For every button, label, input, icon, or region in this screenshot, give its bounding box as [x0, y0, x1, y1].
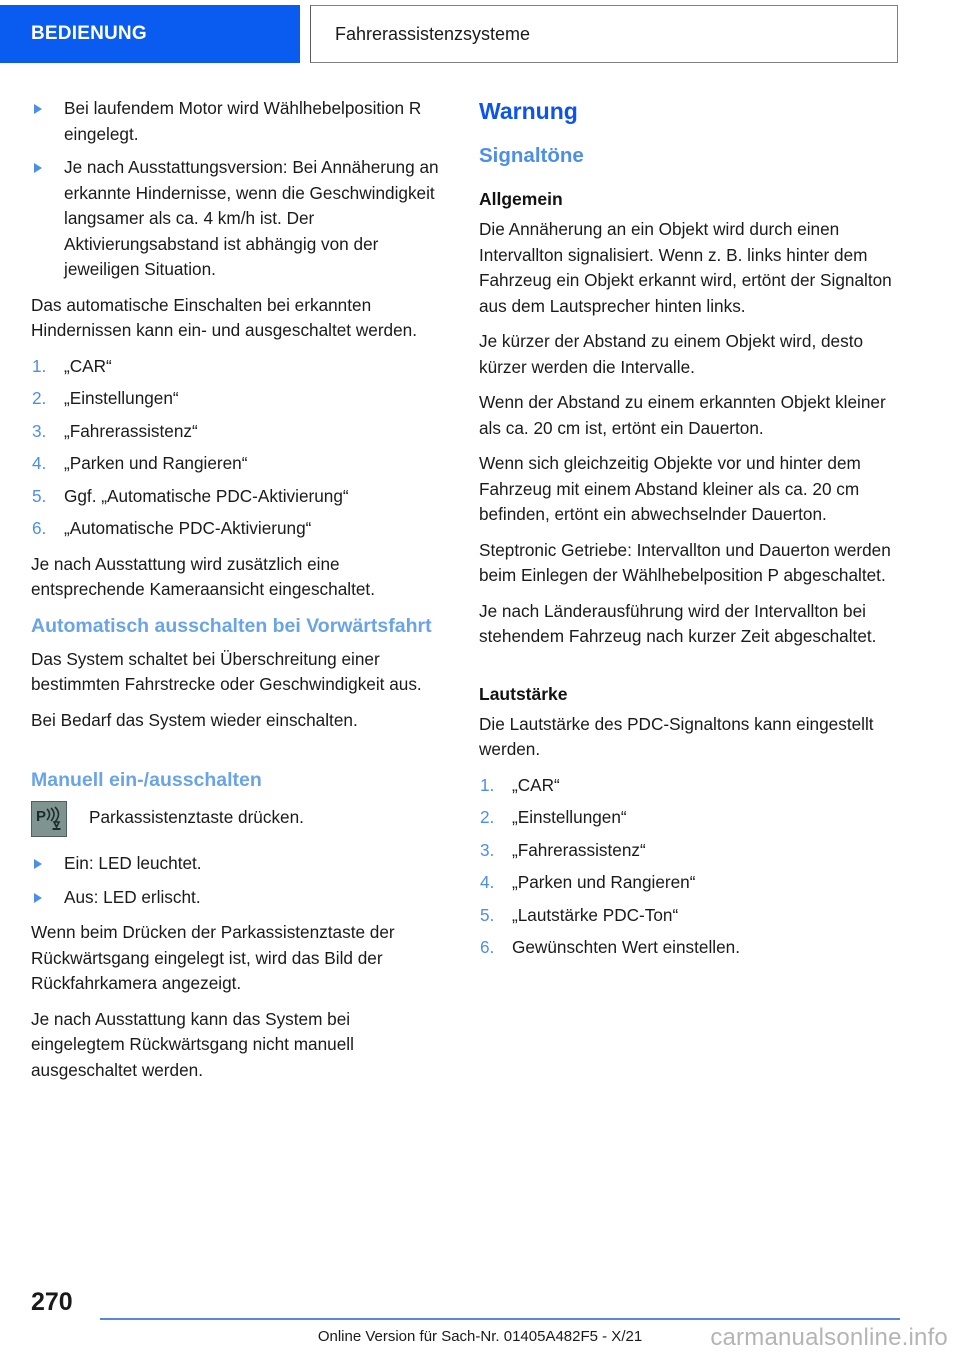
paragraph-je-kuerzer: Je kürzer der Abstand zu einem Objekt wird, desto kürzer werden die Intervalle.: [479, 331, 864, 377]
paragraph-steptronic: Steptronic Getriebe: Intervallton und Dauerton werden beim Einlegen der Wählhebelposition P abgeschaltet.: [479, 539, 891, 585]
paragraph-auto-einschalten: Das automatische Einschalten bei erkannten Hindernissen kann ein- und ausgeschaltet werden.: [31, 294, 418, 340]
list-item: [31, 484, 445, 510]
list-item-label: „Parken und Rangieren“: [64, 453, 248, 473]
paragraph-laenderausfuehrung: Je nach Länderausführung wird der Intervallton bei stehendem Fahrzeug nach kurzer Zeit abgeschaltet.: [479, 600, 877, 646]
list-item: [31, 885, 445, 911]
heading-manuell-ein-ausschalten: Manuell ein-/ausschalten: [31, 769, 262, 791]
list-item-label: Gewünschten Wert einstellen.: [512, 937, 741, 957]
list-item: [31, 516, 445, 542]
header-chapter-box: [0, 5, 300, 63]
list-item: [31, 851, 445, 877]
list-item-label: Bei laufendem Motor wird Wählhebelposition R eingelegt.: [64, 98, 422, 144]
list-item-label: „Einstellungen“: [64, 388, 179, 408]
page-header: [0, 5, 960, 63]
page-number: 270: [31, 1288, 73, 1316]
list-number: 1.: [32, 355, 47, 376]
list-number: 2.: [32, 388, 47, 408]
paragraph-rueckfahrkamera: Wenn beim Drücken der Parkassistenztaste der Rückwärtsgang eingelegt ist, wird das Bild der Rückfahrkamera angezeigt.: [31, 922, 395, 993]
spacer: [479, 660, 893, 682]
list-item: [479, 870, 893, 896]
paragraph-bei-bedarf: Bei Bedarf das System wieder einschalten.: [31, 709, 358, 730]
watermark-label: carmanualsonline.info: [710, 1324, 948, 1351]
list-item: [479, 838, 893, 864]
list-item: [479, 773, 893, 799]
paragraph-system-schaltet-aus: Das System schaltet bei Überschreitung einer bestimmten Fahrstrecke oder Geschwindigkeit aus.: [31, 648, 422, 694]
header-section-label: Fahrerassistenzsysteme: [335, 23, 531, 44]
paragraph-abwechselnder-dauerton: Wenn sich gleichzeitig Objekte vor und hinter dem Fahrzeug mit einem Abstand kleiner als ca. 20 cm befinden, ertönt ein abwechselnder Dauerton.: [479, 453, 861, 524]
bullet-list-led: [31, 851, 445, 910]
list-item-label: Je nach Ausstattungsversion: Bei Annäherung an erkannte Hindernisse, wenn die Geschwindigkeit langsamer als ca. 4 km/h ist. Der Aktivierungsabstand ist abhängig von der jeweiligen Situation.: [64, 157, 439, 279]
list-number: 6.: [32, 518, 47, 538]
left-column: [31, 96, 445, 1093]
list-item-label: „Fahrerassistenz“: [512, 839, 646, 860]
triangle-bullet-icon: [34, 104, 42, 114]
list-number: 3.: [32, 420, 47, 441]
paragraph-dauerton: Wenn der Abstand zu einem erkannten Objekt kleiner als ca. 20 cm ist, ertönt ein Dauerton.: [479, 392, 886, 438]
list-item: [31, 451, 445, 477]
header-section-box: [310, 5, 898, 63]
right-column: [479, 96, 893, 971]
list-item-label: „Fahrerassistenz“: [64, 420, 198, 441]
list-item-label: Ein: LED leuchtet.: [64, 853, 202, 873]
footer-divider: [100, 1318, 900, 1320]
header-chapter-label: BEDIENUNG: [31, 23, 147, 44]
list-item: [31, 155, 445, 283]
heading-warnung: Warnung: [479, 98, 578, 124]
triangle-bullet-icon: [34, 859, 42, 869]
list-item: [479, 935, 893, 961]
list-number: 5.: [32, 485, 47, 506]
steps-lautstaerke: [479, 773, 893, 961]
icon-instruction-row: [31, 801, 445, 837]
list-item: [479, 805, 893, 831]
paragraph-nicht-manuell: Je nach Ausstattung kann das System bei eingelegtem Rückwärtsgang nicht manuell ausgeschaltet werden.: [31, 1008, 354, 1080]
page-footer: [0, 1276, 960, 1362]
list-item-label: „Automatische PDC-Aktivierung“: [64, 518, 312, 538]
paragraph-lautstaerke: Die Lautstärke des PDC-Signaltons kann eingestellt werden.: [479, 713, 874, 759]
triangle-bullet-icon: [34, 163, 42, 173]
paragraph-kameraansicht: Je nach Ausstattung wird zusätzlich eine entsprechende Kameraansicht eingeschaltet.: [31, 553, 375, 599]
list-item-label: „Einstellungen“: [512, 807, 627, 827]
list-number: 5.: [480, 904, 495, 925]
heading-automatisch-ausschalten: Automatisch ausschalten bei Vorwärtsfahrt: [31, 614, 432, 637]
triangle-bullet-icon: [34, 893, 42, 903]
list-item: [31, 354, 445, 380]
list-number: 3.: [480, 839, 495, 860]
heading-allgemein: Allgemein: [479, 189, 563, 209]
list-item-label: „CAR“: [512, 774, 560, 795]
list-item: [31, 96, 445, 147]
icon-instruction-label: Parkassistenztaste drücken.: [89, 807, 304, 827]
list-item-label: „CAR“: [64, 355, 112, 376]
footer-note: Online Version für Sach-Nr. 01405A482F5 - X/21: [317, 1328, 643, 1345]
list-item-label: Ggf. „Automatische PDC-Aktivierung“: [64, 485, 349, 506]
bullet-list-top: [31, 96, 445, 283]
list-number: 2.: [480, 807, 495, 827]
page-columns: [0, 96, 960, 1276]
heading-lautstaerke: Lautstärke: [479, 683, 568, 704]
list-item: [31, 419, 445, 445]
list-item: [31, 386, 445, 412]
paragraph-annaeherung: Die Annäherung an ein Objekt wird durch einen Intervallton signalisiert. Wenn z. B. links hinter dem Fahrzeug ein Objekt erkannt wird, ertönt der Signalton aus dem Lautsprecher hinten links.: [479, 219, 892, 316]
list-item: [479, 903, 893, 929]
steps-pdc-aktivierung: [31, 354, 445, 542]
list-number: 4.: [480, 872, 495, 892]
pdc-park-assist-icon: [31, 801, 67, 837]
list-number: 4.: [32, 453, 47, 473]
list-item-label: Aus: LED erlischt.: [64, 886, 201, 907]
heading-signaltoene: Signaltöne: [479, 144, 584, 167]
spacer: [31, 743, 445, 757]
list-item-label: „Lautstärke PDC-Ton“: [512, 904, 679, 925]
list-number: 6.: [480, 937, 495, 957]
list-number: 1.: [480, 774, 495, 795]
list-item-label: „Parken und Rangieren“: [512, 872, 696, 892]
svg-text:P: P: [36, 808, 47, 825]
